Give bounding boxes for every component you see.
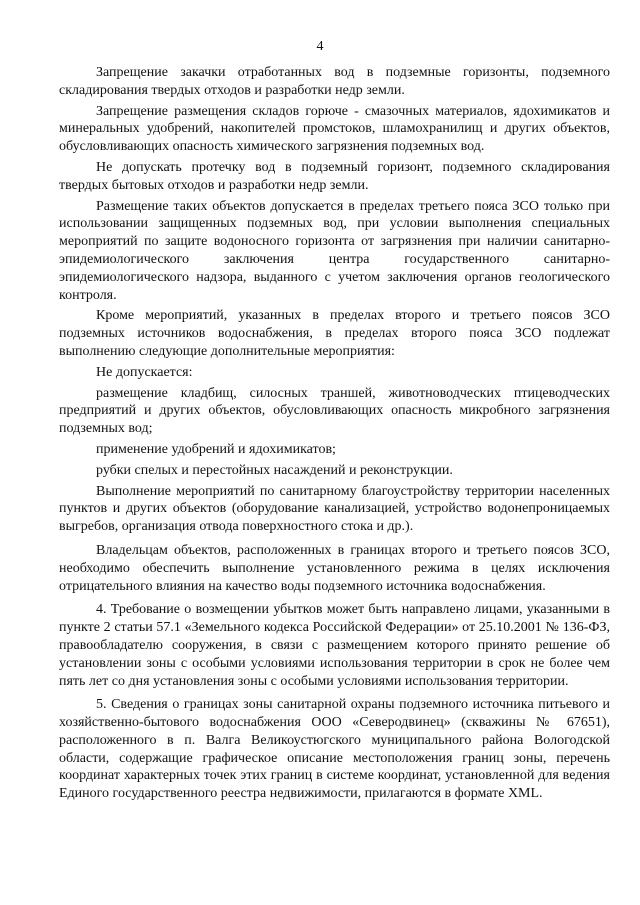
- paragraph-third-belt-conditions: Размещение таких объектов допускается в пределах третьего пояса ЗСО только при использовании защищенных подземных вод, при условии выполнения специальных мероприятий по защите водоносного горизонта от загрязнения при наличии санитарно-эпидемиологического заключения центра государственного санитарно-эпидемиологического надзора, выданного с учетом заключения органов геологического контроля.: [59, 198, 610, 303]
- paragraph-not-allowed: Не допускается:: [96, 364, 193, 380]
- paragraph-section-5-zone-info: 5. Сведения о границах зоны санитарной охраны подземного источника питьевого и хозяйственно-бытового водоснабжения ООО «Северодвинец» (скважины № 67651), расположенного в п. Валга Великоустюгского муниципального района Вологодской области, содержащие графическое описание местоположения границ зоны, перечень координат характерных точек этих границ в системе координат, установленной для ведения Единого государственного реестра недвижимости, прилагаются в формате XML.: [59, 697, 610, 802]
- paragraph-injection-ban: Запрещение закачки отработанных вод в подземные горизонты, подземного складирования твердых отходов и разработки недр земли.: [59, 65, 610, 98]
- page-number: 4: [316, 39, 324, 54]
- paragraph-sanitary-improvement: Выполнение мероприятий по санитарному благоустройству территории населенных пунктов и других объектов (оборудование канализацией, устройство водонепроницаемых выгребов, организация отвода поверхностного стока и др.).: [59, 483, 610, 535]
- paragraph-storage-ban: Запрещение размещения складов горюче - смазочных материалов, ядохимикатов и минеральных удобрений, накопителей промстоков, шламохранилищ и других объектов, обусловливающих опасность химического загрязнения подземных вод.: [59, 103, 610, 155]
- paragraph-leak-prevention: Не допускать протечку вод в подземный горизонт, подземного складирования твердых бытовых отходов и разработки недр земли.: [59, 159, 610, 193]
- list-item-fertilizers: применение удобрений и ядохимикатов;: [96, 441, 336, 457]
- body-text: [59, 64, 610, 803]
- list-item-cemeteries: размещение кладбищ, силосных траншей, животноводческих птицеводческих предприятий и других объектов, обусловливающих опасность микробного загрязнения подземных вод;: [59, 385, 610, 437]
- paragraph-owners-obligation: Владельцам объектов, расположенных в границах второго и третьего поясов ЗСО, необходимо обеспечить выполнение установленного режима в целях исключения отрицательного влияния на качество воды подземного источника водоснабжения.: [59, 542, 610, 594]
- list-item-logging: рубки спелых и перестойных насаждений и реконструкции.: [96, 462, 453, 478]
- paragraph-second-belt-intro: Кроме мероприятий, указанных в пределах второго и третьего поясов ЗСО подземных источников водоснабжения, в пределах второго пояса ЗСО подлежат выполнению следующие дополнительные мероприятия:: [59, 308, 610, 359]
- paragraph-section-4-damages: 4. Требование о возмещении убытков может быть направлено лицами, указанными в пункте 2 статьи 57.1 «Земельного кодекса Российской Федерации» от 25.10.2001 № 136-ФЗ, правообладателю сооружения, в связи с размещением которого принято решение об установлении зоны с особыми условиями использования территории в срок не более чем пять лет со дня установления зоны с особыми условиями использования территории.: [59, 602, 610, 689]
